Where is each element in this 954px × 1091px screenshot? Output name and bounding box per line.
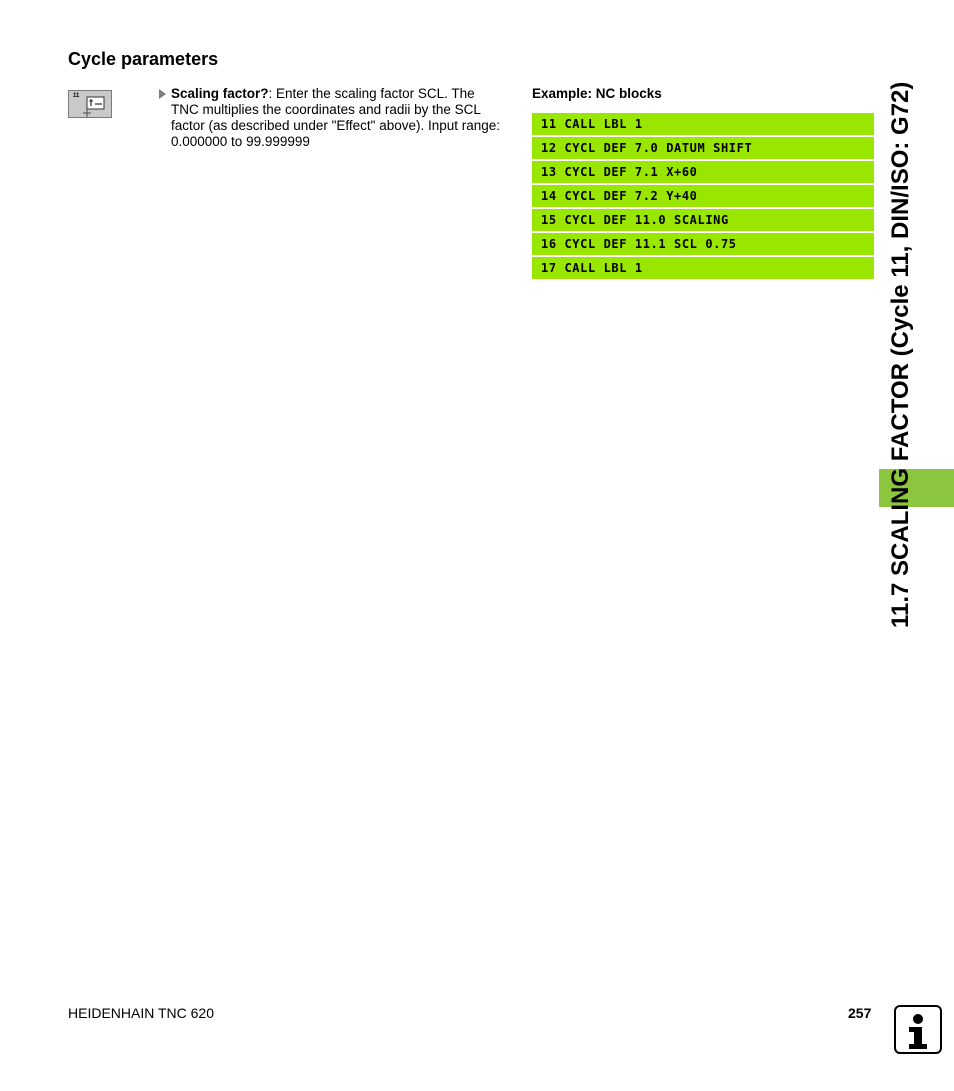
- info-icon: [894, 1005, 942, 1054]
- nc-block: 11 CALL LBL 1: [532, 113, 874, 135]
- parameter-desc-cont: TNC multiplies the coordinates and radii by the SCL factor (as described under "Effect" above). Input range: 0.000000 to 99.999999: [171, 102, 501, 149]
- page-number: 257: [848, 1005, 872, 1021]
- nc-block: 13 CYCL DEF 7.1 X+60: [532, 161, 874, 183]
- nc-block: 16 CYCL DEF 11.1 SCL 0.75: [532, 233, 874, 255]
- side-title: 11.7 SCALING FACTOR (Cycle 11, DIN/ISO: G72): [887, 81, 914, 628]
- parameter-description: [159, 86, 514, 150]
- nc-block: 15 CYCL DEF 11.0 SCALING: [532, 209, 874, 231]
- section-heading: Cycle parameters: [68, 49, 219, 69]
- scaling-cycle-softkey[interactable]: [68, 90, 112, 118]
- parameter-desc: : Enter the scaling factor SCL. The: [268, 86, 475, 101]
- scaling-cycle-icon: [69, 91, 113, 119]
- example-title: Example: NC blocks: [532, 86, 662, 101]
- nc-block: 17 CALL LBL 1: [532, 257, 874, 279]
- footer-product: HEIDENHAIN TNC 620: [68, 1005, 215, 1021]
- softkey-number: 11: [73, 93, 80, 99]
- nc-block: 12 CYCL DEF 7.0 DATUM SHIFT: [532, 137, 874, 159]
- parameter-label: Scaling factor?: [171, 86, 269, 101]
- nc-block-list: [532, 113, 874, 281]
- nc-block: 14 CYCL DEF 7.2 Y+40: [532, 185, 874, 207]
- bullet-arrow-icon: [159, 89, 166, 99]
